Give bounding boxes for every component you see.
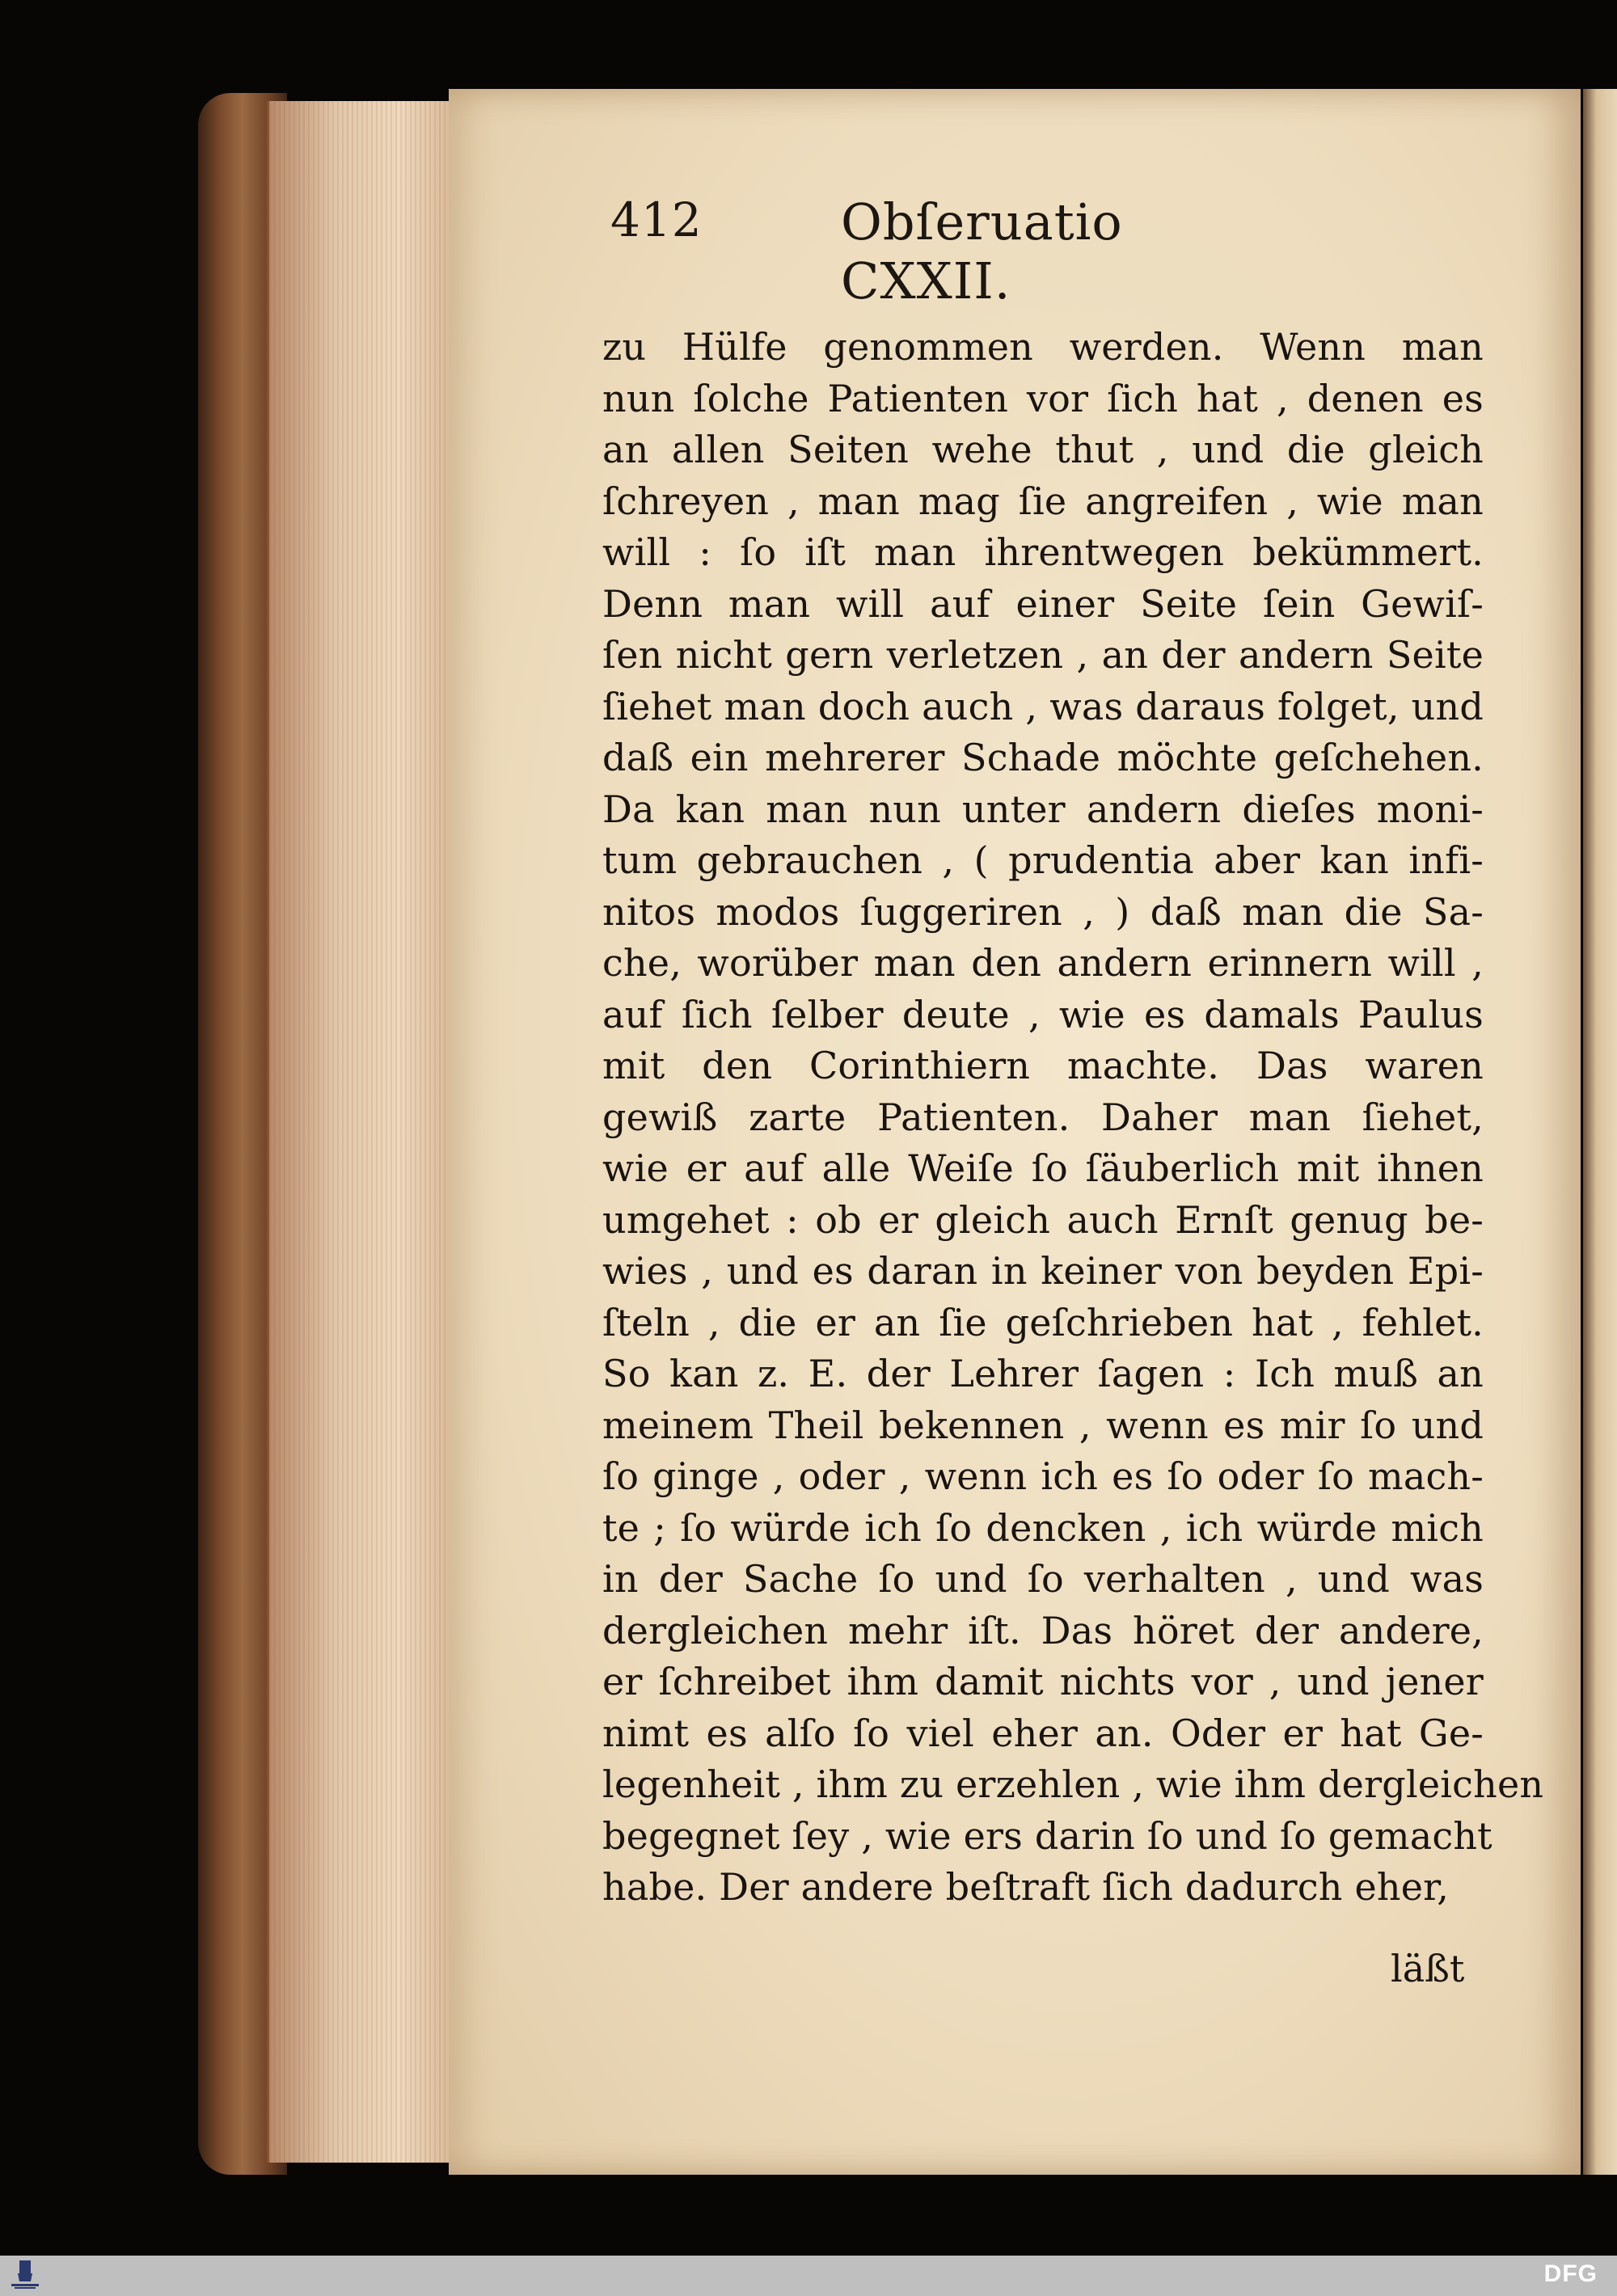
text-line: legenheit , ihm zu erzehlen , wie ihm dergleichen <box>602 1762 1544 1806</box>
body-text <box>602 322 1544 1914</box>
dfg-logo: DFG <box>1543 2260 1598 2287</box>
text-line: er ſchreibet ihm damit nichts vor , und jener <box>602 1660 1484 1703</box>
text-line: Denn man will auf einer Seite ſein Gewiſ- <box>602 581 1484 626</box>
library-crest-icon <box>6 2259 44 2291</box>
text-line: ſteln , die er an ſie geſchrieben hat , fehlet. <box>602 1300 1484 1344</box>
text-line: wies , und es daran in keiner von beyden Epi- <box>602 1249 1484 1293</box>
text-line: auf ſich ſelber deute , wie es damals Paulus <box>602 992 1484 1036</box>
text-line: tum gebrauchen , ( prudentia aber kan infi- <box>602 838 1484 882</box>
running-head: Obſeruatio CXXII. <box>841 192 1123 310</box>
text-line: umgehet : ob er gleich auch Ernſt genug be- <box>602 1197 1484 1242</box>
catchword: läßt <box>1391 1947 1465 1990</box>
text-line: dergleichen mehr iſt. Das höret der andere, <box>602 1608 1484 1652</box>
text-line: habe. Der andere beſtraft ſich dadurch eher, <box>602 1865 1450 1909</box>
text-line: in der Sache ſo und ſo verhalten , und was <box>602 1557 1484 1601</box>
text-line: nun ſolche Patienten vor ſich hat , denen es <box>602 376 1484 420</box>
text-line: will : ſo iſt man ihrentwegen bekümmert. <box>602 530 1484 574</box>
viewer-footer-bar <box>0 2256 1617 2296</box>
text-line: ſen nicht gern verletzen , an der andern Seite <box>602 633 1484 677</box>
text-line: nitos modos ſuggeriren , ) daß man die Sa- <box>602 889 1484 934</box>
text-line: zu Hülfe genommen werden. Wenn man <box>602 325 1484 369</box>
text-line: meinem Theil bekennen , wenn es mir ſo und <box>602 1403 1484 1447</box>
page-header <box>610 192 1290 310</box>
text-line: daß ein mehrerer Schade möchte geſchehen. <box>602 736 1484 779</box>
text-line: an allen Seiten wehe thut , und die gleich <box>602 428 1484 471</box>
text-line: ſchreyen , man mag ſie angreifen , wie man <box>602 479 1484 523</box>
text-line: te ; ſo würde ich ſo dencken , ich würde mich <box>602 1505 1484 1550</box>
text-line: mit den Corinthiern machte. Das waren <box>602 1044 1484 1087</box>
text-line: che, worüber man den andern erinnern will , <box>602 941 1484 985</box>
text-line: Da kan man nun unter andern dieſes moni- <box>602 787 1484 831</box>
text-line: gewiß zarte Patienten. Daher man ſiehet, <box>602 1095 1484 1139</box>
text-line: So kan z. E. der Lehrer ſagen : Ich muß an <box>602 1352 1484 1395</box>
text-line: ſiehet man doch auch , was daraus folget, und <box>602 684 1484 728</box>
text-line: begegnet ſey , wie ers darin ſo und ſo gemacht <box>602 1813 1492 1858</box>
text-line: wie er auf alle Weiſe ſo ſäuberlich mit ihnen <box>602 1146 1484 1190</box>
page-fore-edge <box>267 101 455 2163</box>
text-line: ſo ginge , oder , wenn ich es ſo oder ſo mach- <box>602 1454 1484 1498</box>
text-line: nimt es alſo ſo viel eher an. Oder er hat Ge- <box>602 1711 1484 1755</box>
page-number: 412 <box>610 192 703 247</box>
facing-page-edge <box>1583 89 1617 2175</box>
